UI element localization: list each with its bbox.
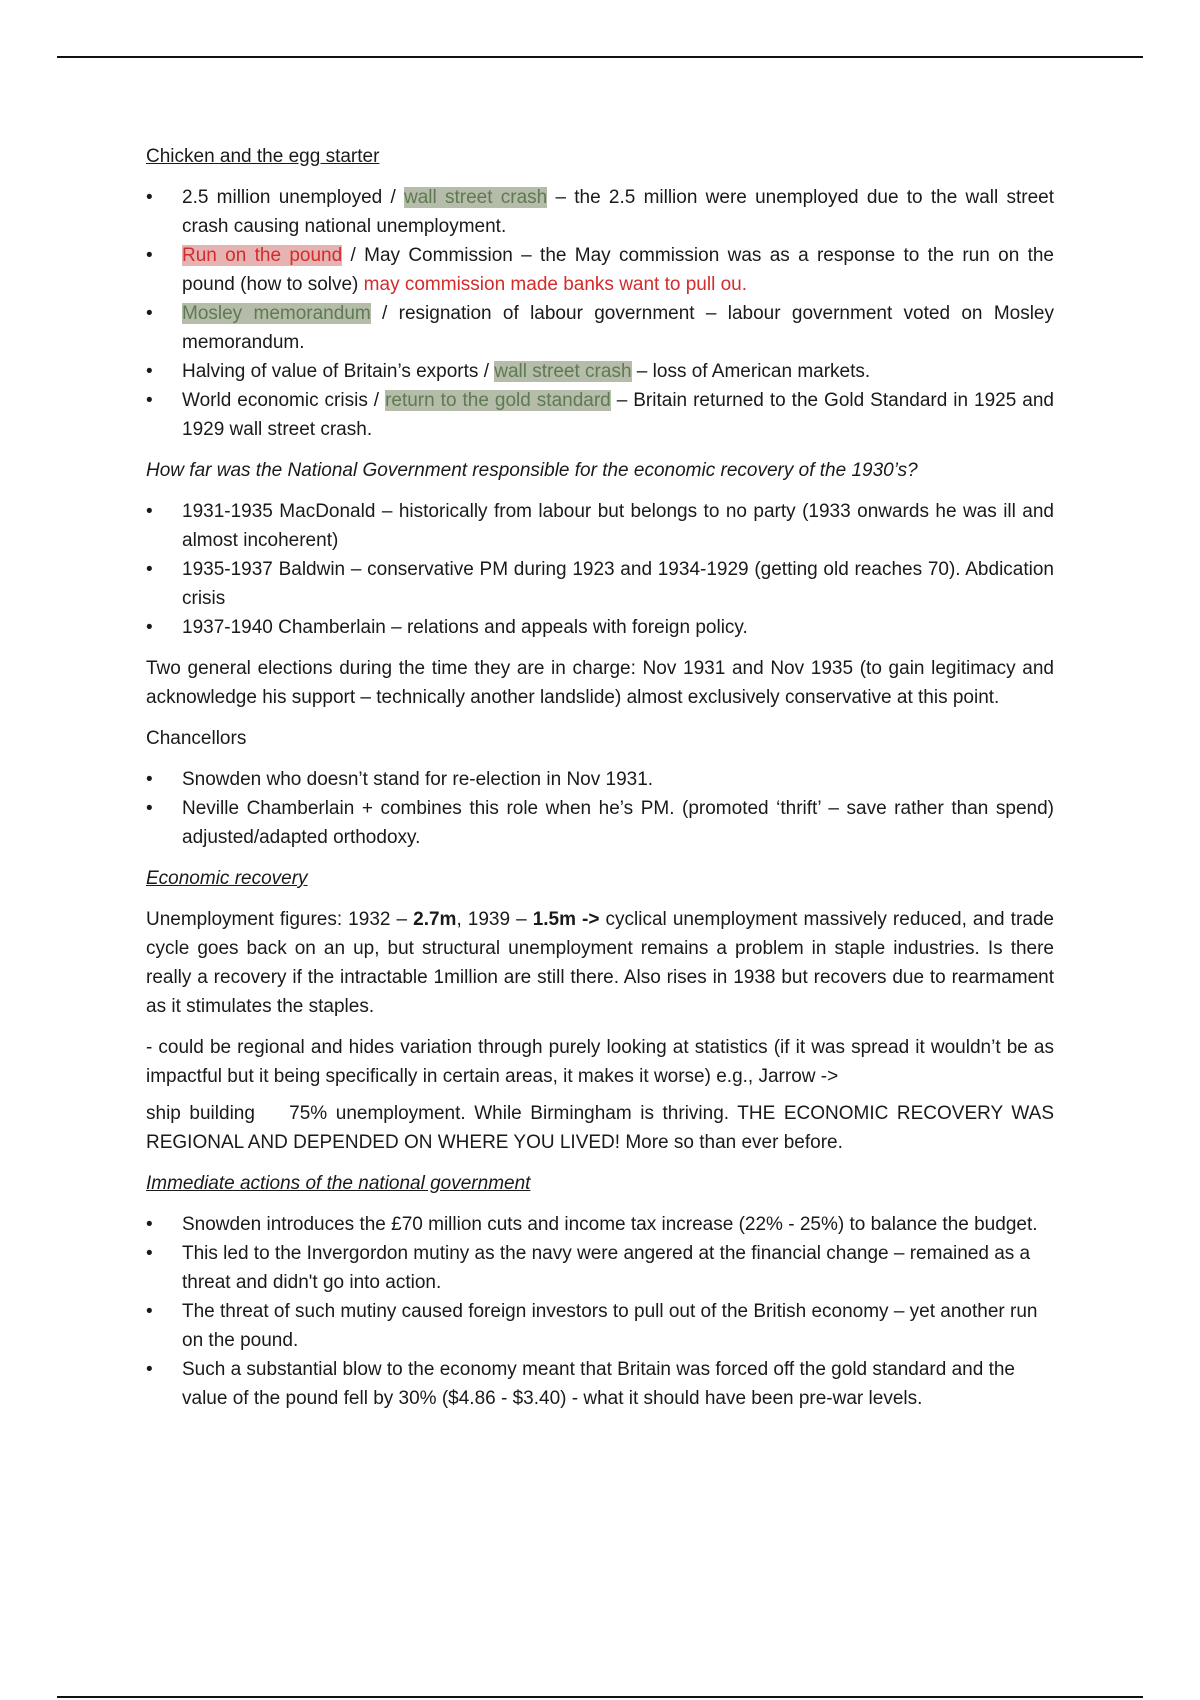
elections-paragraph: Two general elections during the time they are in charge: Nov 1931 and Nov 1935 (to gain legitimacy and acknowledge his support – technically another landslide) almost exclusively conservative at this point.: [146, 658, 1054, 708]
highlight-text: wall street crash: [404, 187, 548, 208]
list-item: • 1937-1940 Chamberlain – relations and appeals with foreign policy.: [146, 613, 1054, 642]
para-text: cyclical unemployment massively reduced, and trade cycle goes back on an up, but structural unemployment remains a problem in staple industries. Is there really a recovery if the intractable 1million are still there. Also rises in 1938 but recovers due to rearmament as it stimulates the staples.: [146, 909, 1054, 1017]
immediate-actions-heading: Immediate actions of the national government: [146, 1173, 531, 1194]
section-heading-chicken-egg: Chicken and the egg starter: [146, 146, 380, 167]
chancellors-list: [146, 765, 1054, 852]
highlight-text: Mosley memorandum: [182, 303, 371, 324]
highlight-text: wall street crash: [494, 361, 632, 382]
item-text: World economic crisis /: [182, 390, 386, 411]
list-item: [146, 299, 1054, 357]
shipbuilding-paragraph: ship building 75% unemployment. While Birmingham is thriving. THE ECONOMIC RECOVERY WAS REGIONAL AND DEPENDED ON WHERE YOU LIVED! More so than ever before.: [146, 1103, 1060, 1153]
highlight-text: return to the gold standard: [385, 390, 611, 411]
item-text: / resignation of labour government – labour government voted on Mosley memorandum.: [182, 303, 1054, 353]
highlight-text: Run on the pound: [182, 245, 343, 266]
list-item: • Snowden introduces the £70 million cuts and income tax increase (22% - 25%) to balance the budget.: [146, 1210, 1054, 1239]
leaders-list: [146, 497, 1054, 642]
item-text: – loss of American markets.: [631, 361, 871, 382]
list-item: [146, 183, 1054, 241]
immediate-actions-list: [146, 1210, 1054, 1413]
item-text: / May Commission – the May commission was as a response to the run on the pound (how to solve): [182, 245, 1054, 295]
list-item: • Neville Chamberlain + combines this role when he’s PM. (promoted ‘thrift’ – save rather than spend) adjusted/adapted orthodoxy.: [146, 794, 1054, 852]
list-item: [146, 386, 1054, 444]
bold-figure: 1.5m ->: [532, 909, 600, 930]
list-item: • The threat of such mutiny caused foreign investors to pull out of the British economy – yet another run on the pound.: [146, 1297, 1054, 1355]
chancellors-heading: Chancellors: [146, 728, 247, 749]
list-item: • Snowden who doesn’t stand for re-election in Nov 1931.: [146, 765, 1054, 794]
para-text: , 1939 –: [456, 909, 533, 930]
list-item: • This led to the Invergordon mutiny as the navy were angered at the financial change – remained as a threat and didn't go into action.: [146, 1239, 1054, 1297]
item-text: – the 2.5 million were unemployed due to the wall street crash causing national unemployment.: [182, 187, 1054, 237]
bold-figure: 2.7m: [413, 909, 457, 930]
regional-paragraph: - could be regional and hides variation through purely looking at statistics (if it was spread it wouldn’t be as impactful but it being specifically in certain areas, it makes it worse) e.g., Jarrow ->: [146, 1037, 1054, 1087]
starter-list: [146, 183, 1054, 444]
para-text: Unemployment figures: 1932 –: [146, 909, 414, 930]
bottom-rule: [57, 1696, 1143, 1698]
red-note: may commission made banks want to pull ou.: [363, 274, 748, 295]
document-body: [146, 142, 1060, 1425]
list-item: • 1931-1935 MacDonald – historically from labour but belongs to no party (1933 onwards he was ill and almost incoherent): [146, 497, 1054, 555]
list-item: • Such a substantial blow to the economy meant that Britain was forced off the gold standard and the value of the pound fell by 30% ($4.86 - $3.40) - what it should have been pre-war levels.: [146, 1355, 1054, 1413]
item-text: – Britain returned to the Gold Standard in 1925 and 1929 wall street crash.: [182, 390, 1054, 440]
list-item: [146, 241, 1054, 299]
list-item: • 1935-1937 Baldwin – conservative PM during 1923 and 1934-1929 (getting old reaches 70). Abdication crisis: [146, 555, 1054, 613]
top-rule: [57, 56, 1143, 58]
question-heading: How far was the National Government responsible for the economic recovery of the 1930’s?: [146, 460, 918, 481]
unemployment-paragraph: [146, 905, 1054, 1021]
item-text: 2.5 million unemployed /: [182, 187, 405, 208]
item-text: Halving of value of Britain’s exports /: [182, 361, 495, 382]
economic-recovery-heading: Economic recovery: [146, 868, 308, 889]
list-item: [146, 357, 1054, 386]
